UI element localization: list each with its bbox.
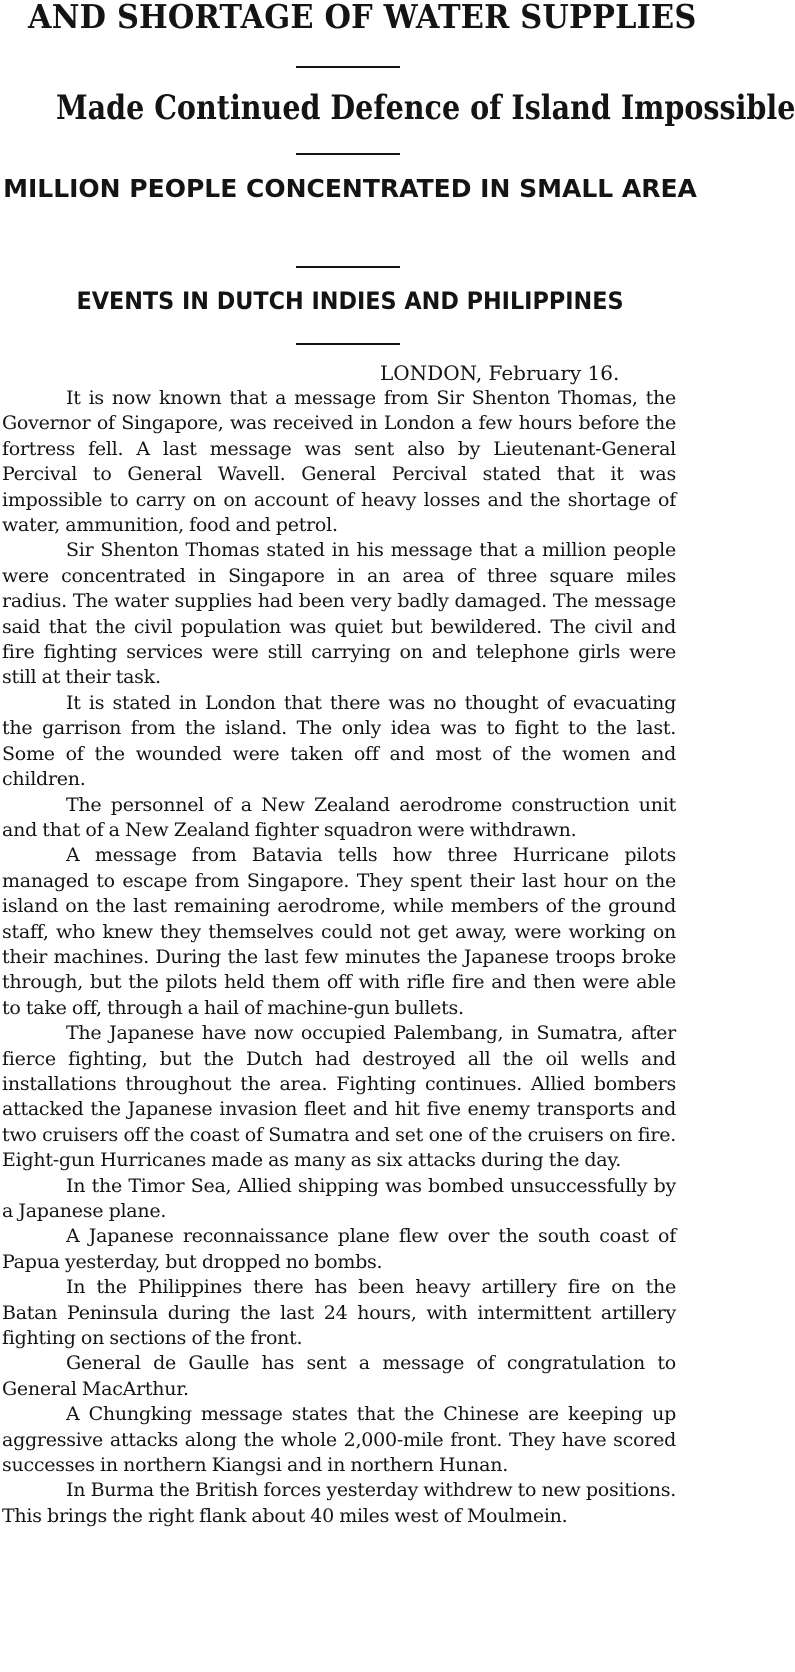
dateline: LONDON, February 16. xyxy=(380,361,620,385)
article-paragraph: In Burma the British forces yesterday withdrew to new positions. This brings the right flank about 40 miles west of Moulmein. xyxy=(2,1479,676,1527)
subhead-dutch-indies-philippines: EVENTS IN DUTCH INDIES AND PHILIPPINES xyxy=(76,287,624,315)
article-paragraph: It is now known that a message from Sir Shenton Thomas, the Governor of Singapore, was received in London a few hours before the fortress fell. A last message was sent also by Lieutenant-General Percival to General Wavell. General Percival stated that it was impossible to carry on on account of heavy losses and the shortage of water, ammunition, food and petrol. xyxy=(2,387,676,537)
article-paragraph: A message from Batavia tells how three Hurricane pilots managed to escape from Singapore. They spent their last hour on the island on the last remaining aerodrome, while members of the ground staff, who knew they themselves could not get away, were working on their machines. During the last few minutes the Japanese troops broke through, but the pilots held them off with rifle fire and then were able to take off, through a hail of machine-gun bullets. xyxy=(2,844,676,1019)
headline-divider-2 xyxy=(296,153,400,155)
article-paragraph: It is stated in London that there was no thought of evacuating the garrison from the island. The only idea was to fight to the last. Some of the wounded were taken off and most of the women and children. xyxy=(2,691,676,791)
subhead-million-people: MILLION PEOPLE CONCENTRATED IN SMALL AREA xyxy=(3,174,697,203)
headline-water-supplies: AND SHORTAGE OF WATER SUPPLIES xyxy=(28,0,697,36)
article-paragraph: General de Gaulle has sent a message of congratulation to General MacArthur. xyxy=(2,1352,676,1400)
article-body xyxy=(2,386,676,1529)
headline-divider-4 xyxy=(296,343,400,345)
article-paragraph: A Japanese reconnaissance plane flew over the south coast of Papua yesterday, but dropped no bombs. xyxy=(2,1225,676,1273)
headline-divider-3 xyxy=(296,266,400,268)
article-paragraph: Sir Shenton Thomas stated in his message that a million people were concentrated in Singapore in an area of three square miles radius. The water supplies had been very badly damaged. The message said that the civil population was quiet but bewildered. The civil and fire fighting services were still carrying on and telephone girls were still at their task. xyxy=(2,539,676,689)
article-paragraph: In the Timor Sea, Allied shipping was bombed unsuccessfully by a Japanese plane. xyxy=(2,1174,676,1222)
article-paragraph: A Chungking message states that the Chinese are keeping up aggressive attacks along the whole 2,000-mile front. They have scored successes in northern Kiangsi and in northern Hunan. xyxy=(2,1403,676,1477)
headline-divider-1 xyxy=(296,66,400,68)
article-paragraph: In the Philippines there has been heavy artillery fire on the Batan Peninsula during the last 24 hours, with intermittent artillery fighting on sections of the front. xyxy=(2,1276,676,1350)
headline-defence-impossible: Made Continued Defence of Island Impossible xyxy=(56,88,795,128)
article-paragraph: The personnel of a New Zealand aerodrome construction unit and that of a New Zealand fighter squadron were withdrawn. xyxy=(2,793,676,841)
article-paragraph: The Japanese have now occupied Palembang, in Sumatra, after fierce fighting, but the Dutch had destroyed all the oil wells and installations throughout the area. Fighting continues. Allied bombers attacked the Japanese invasion fleet and hit five enemy transports and two cruisers off the coast of Sumatra and set one of the cruisers on fire. Eight-gun Hurricanes made as many as six attacks during the day. xyxy=(2,1022,676,1172)
